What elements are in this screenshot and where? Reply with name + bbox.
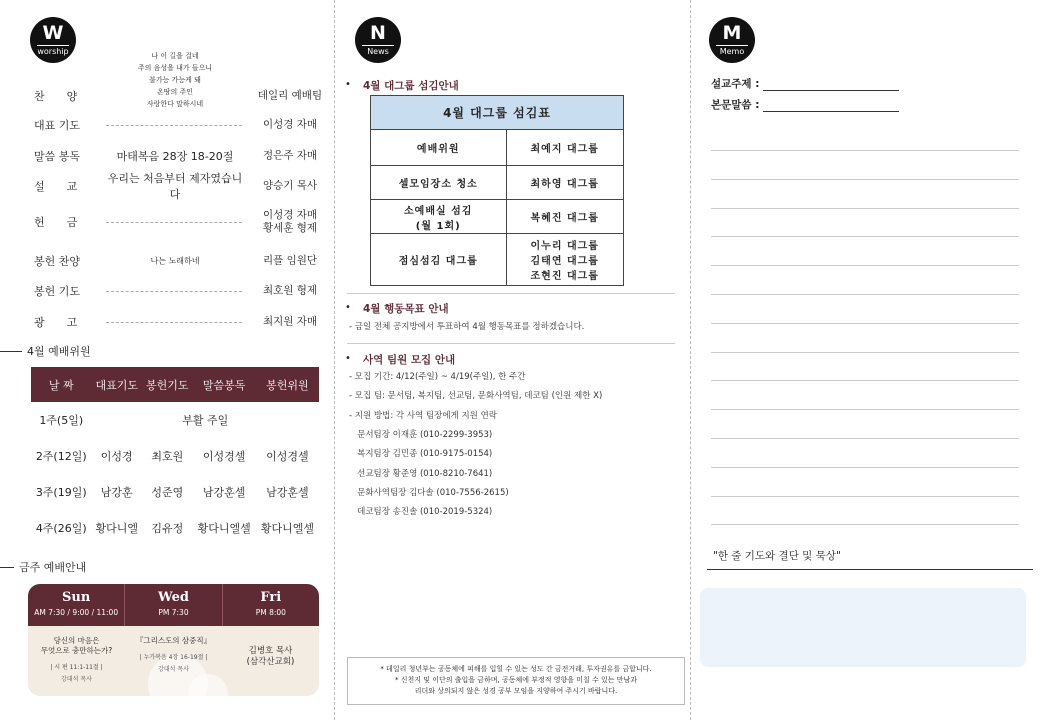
worship-row	[0, 208, 334, 236]
roster-header: 말씀봉독	[193, 367, 256, 402]
service-time: PM 8:00	[255, 608, 286, 617]
duty-task: 예배위원	[371, 130, 507, 166]
roster-date: 4주(26일)	[35, 522, 87, 535]
scripture-blank[interactable]	[763, 111, 899, 112]
notice-line: * 데일리 청년부는 공동체에 피해를 입힐 수 있는 성도 간 금전거래, 투자권유를 금합니다.	[380, 665, 652, 673]
service-day: Sun	[62, 590, 91, 605]
worship-column	[0, 0, 334, 720]
memo-line	[711, 150, 1019, 151]
worship-row-label: 봉헌 찬양	[34, 255, 81, 268]
worship-row-leader: 최호원 형제	[262, 284, 318, 297]
news-badge-label: News	[362, 45, 394, 57]
april-roster-table	[31, 367, 319, 546]
worship-row-label: 말씀 봉독	[34, 150, 81, 163]
service-detail	[125, 626, 222, 696]
this-week-title: 금주 예배안내	[19, 561, 87, 574]
sermon-theme-label: 설교주제 :	[711, 78, 760, 90]
speaker-name: 강대석 목사	[158, 666, 189, 673]
dashed-line	[106, 125, 242, 126]
memo-line	[711, 380, 1019, 381]
worship-row-label: 광 고	[34, 316, 78, 329]
worship-badge-letter: W	[42, 22, 64, 44]
roster-cell: 남강훈셀	[266, 486, 309, 499]
service-day-header	[223, 584, 319, 626]
bullet-icon: •	[345, 302, 351, 313]
duty-row	[371, 130, 624, 166]
worship-row	[0, 172, 334, 200]
worship-row	[0, 247, 334, 275]
roster-cell: 황다니엘셀	[260, 522, 314, 535]
news-item-title: 4월 행동목표 안내	[363, 303, 449, 315]
notice-line: 리더와 상의되지 않은 성경 공부 모임을 지양하여 주시기 바랍니다.	[414, 687, 618, 695]
worship-row-label: 찬 양	[34, 90, 78, 103]
sermon-title: 당신의 마음은 무엇으로 충만하는가?	[40, 636, 113, 655]
roster-cell: 황다니엘셀	[197, 522, 251, 535]
duty-row	[371, 200, 624, 234]
duty-row	[371, 234, 624, 286]
dashed-line	[106, 222, 242, 223]
worship-row-content: 우리는 처음부터 제자였습니다	[107, 172, 243, 201]
notice-box	[347, 657, 685, 705]
worship-row	[0, 308, 334, 336]
memo-badge-label: Memo	[716, 45, 748, 57]
roster-cell: 성준영	[151, 486, 184, 499]
worship-row-label: 봉헌 기도	[34, 285, 81, 298]
prayer-title: "한 줄 기도와 결단 및 묵상"	[713, 550, 841, 562]
service-detail	[222, 626, 319, 696]
duty-group: 이누리 대그룹 김태연 대그룹 조현진 대그룹	[506, 234, 624, 286]
roster-merged-cell: 부활 주일	[182, 414, 229, 427]
news-column	[334, 0, 690, 720]
memo-line	[711, 208, 1019, 209]
roster-row	[31, 474, 319, 510]
memo-line	[711, 409, 1019, 410]
worship-row-leader: 리플 임원단	[262, 254, 318, 267]
service-day: Wed	[158, 590, 189, 605]
worship-row	[0, 277, 334, 305]
service-time: AM 7:30 / 9:00 / 11:00	[34, 608, 119, 617]
duty-group: 복혜진 대그룹	[506, 200, 624, 234]
worship-row-content: 마태복음 28장 18-20절	[116, 150, 234, 163]
memo-badge-letter: M	[722, 22, 742, 44]
worship-row-leader: 데일리 예배팀	[257, 89, 323, 102]
roster-row	[31, 402, 319, 438]
service-schedule-card	[28, 584, 319, 696]
news-line: 문서팀장 이재훈 (010-2299-3953)	[349, 429, 493, 440]
duty-group: 최예지 대그룹	[506, 130, 624, 166]
roster-cell: 이성경셀	[202, 450, 246, 463]
news-line: - 모집 팀: 문서팀, 복지팀, 선교팀, 문화사역팀, 데코팀 (인원 제한 X)	[349, 391, 603, 402]
memo-line	[711, 294, 1019, 295]
memo-line	[711, 467, 1019, 468]
worship-row-label: 설 교	[34, 180, 78, 193]
worship-row-label: 헌 금	[34, 216, 78, 229]
divider	[347, 343, 675, 344]
news-line: - 모집 기간: 4/12(주일) ~ 4/19(주일), 한 주간	[349, 372, 526, 382]
roster-date: 3주(19일)	[35, 486, 87, 499]
worship-row-leader: 이성경 자매 황세훈 형제	[262, 209, 318, 234]
speaker-name: 강대석 목사	[61, 676, 92, 683]
news-line: - 금일 전체 공지방에서 투표하여 4월 행동목표를 정하겠습니다.	[349, 322, 585, 332]
roster-cell: 이성경	[100, 450, 133, 463]
roster-cell: 최호원	[151, 450, 184, 463]
duty-group: 최하영 대그룹	[506, 166, 624, 200]
prayer-note-box[interactable]	[700, 588, 1026, 667]
worship-row-leader: 양승기 목사	[262, 179, 318, 192]
sermon-theme-blank[interactable]	[763, 90, 899, 91]
roster-cell: 황다니엘	[95, 522, 138, 535]
memo-badge	[709, 17, 755, 63]
bullet-icon: •	[345, 79, 351, 90]
roster-row	[31, 510, 319, 546]
service-time: PM 7:30	[158, 608, 189, 617]
news-line: 문화사역팀장 김다솔 (010-7556-2615)	[349, 487, 509, 498]
memo-line	[711, 352, 1019, 353]
worship-row-label: 대표 기도	[34, 119, 81, 132]
service-day-header	[125, 584, 222, 626]
roster-header: 봉헌기도	[142, 367, 193, 402]
roster-header: 날 짜	[31, 367, 91, 402]
bullet-icon: •	[345, 353, 351, 364]
roster-header: 대표기도	[91, 367, 142, 402]
duty-task: 소예배실 섬김 (월 1회)	[371, 200, 507, 234]
roster-row	[31, 438, 319, 474]
worship-row-leader: 최지원 자매	[262, 315, 318, 328]
worship-badge-label: worship	[37, 47, 69, 56]
news-badge	[355, 17, 401, 63]
this-week-heading	[0, 559, 86, 575]
sermon-verse: | 시 편 11:1-11절 |	[50, 664, 103, 671]
worship-row-content: 나 이 길을 걸네 주의 음성을 내가 들으니 불가능 가능케 돼 온땅의 주인 사랑한다 말하시네	[137, 52, 213, 108]
divider	[707, 569, 1033, 570]
news-item-title: 4월 대그룹 섬김안내	[363, 80, 459, 92]
worship-row	[0, 111, 334, 139]
worship-badge	[30, 17, 76, 63]
duty-table	[370, 95, 624, 286]
dashed-line	[106, 291, 242, 292]
roster-date: 2주(12일)	[35, 450, 87, 463]
worship-row	[0, 142, 334, 170]
duty-table-title: 4월 대그룹 섬김표	[371, 96, 624, 130]
roster-header: 봉헌위원	[256, 367, 319, 402]
dashed-line	[106, 322, 242, 323]
memo-line	[711, 323, 1019, 324]
service-day-header	[28, 584, 125, 626]
news-line: 선교팀장 황준영 (010-8210-7641)	[349, 468, 493, 479]
service-day: Fri	[260, 590, 282, 605]
worship-row-content: 나는 노래하네	[150, 256, 200, 266]
roster-cell: 남강훈	[100, 486, 133, 499]
news-line: 복지팀장 김민종 (010-9175-0154)	[349, 449, 493, 460]
memo-line	[711, 438, 1019, 439]
memo-line	[711, 265, 1019, 266]
roster-cell: 김유정	[151, 522, 184, 535]
memo-line	[711, 179, 1019, 180]
notice-line: * 신천지 및 이단의 출입을 금하며, 공동체에 부정적 영향을 미칠 수 있는 만남과	[394, 676, 638, 684]
worship-row-leader: 정은주 자매	[262, 149, 318, 162]
divider	[347, 293, 675, 294]
roster-date: 1주(5일)	[39, 414, 84, 427]
news-item-title: 사역 팀원 모집 안내	[363, 354, 456, 366]
memo-line	[711, 524, 1019, 525]
service-detail	[28, 626, 125, 696]
memo-line	[711, 496, 1019, 497]
memo-column	[690, 0, 1040, 720]
news-badge-letter: N	[370, 22, 386, 44]
april-roster-heading	[0, 343, 91, 359]
duty-row	[371, 166, 624, 200]
roster-cell: 이성경셀	[266, 450, 309, 463]
sermon-title: 『그리스도의 삼중직』	[135, 636, 212, 645]
memo-line	[711, 236, 1019, 237]
speaker-name: 김병호 목사 (삼각산교회)	[246, 646, 295, 667]
scripture-label: 본문말씀 :	[711, 99, 760, 111]
sermon-verse: | 누가복음 4장 16-19절 |	[139, 654, 208, 661]
worship-row-leader: 이성경 자매	[262, 118, 318, 131]
duty-task: 점심섬김 대그룹	[371, 234, 507, 286]
april-roster-title: 4월 예배위원	[27, 345, 91, 358]
roster-cell: 남강훈셀	[202, 486, 246, 499]
news-line: - 지원 방법: 각 사역 팀장에게 지원 연락	[349, 410, 498, 421]
duty-task: 셀모임장소 청소	[371, 166, 507, 200]
news-line: 데코팀장 송진솔 (010-2019-5324)	[349, 507, 493, 518]
